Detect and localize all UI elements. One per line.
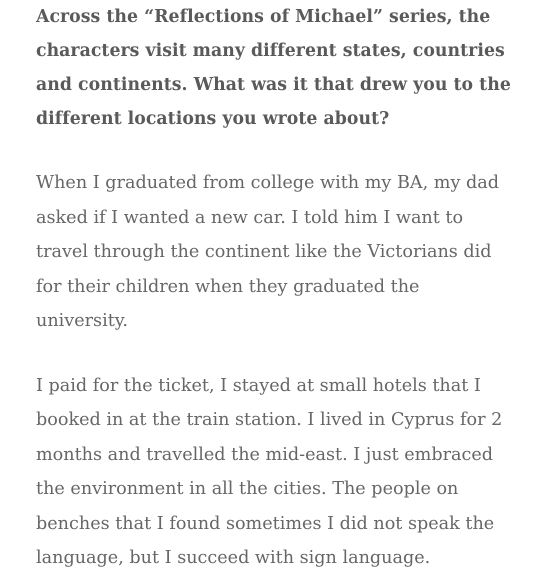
interview-article — [36, 0, 516, 576]
answer-paragraph-2: I paid for the ticket, I stayed at small hotels that I booked in at the train station. I lived in Cyprus for 2 months and travelled the mid-east. I just embraced the environment in all the cities. The people on benches that I found sometimes I did not speak the language, but I succeed with sign language. — [36, 375, 503, 568]
interview-question: Across the “Reflections of Michael” series, the characters visit many different states, countries and continents. What was it that drew you to the different locations you wrote about? — [36, 7, 511, 129]
answer-paragraph-1: When I graduated from college with my BA, my dad asked if I wanted a new car. I told him I want to travel through the continent like the Victorians did for their children when they graduated the university. — [36, 173, 499, 331]
